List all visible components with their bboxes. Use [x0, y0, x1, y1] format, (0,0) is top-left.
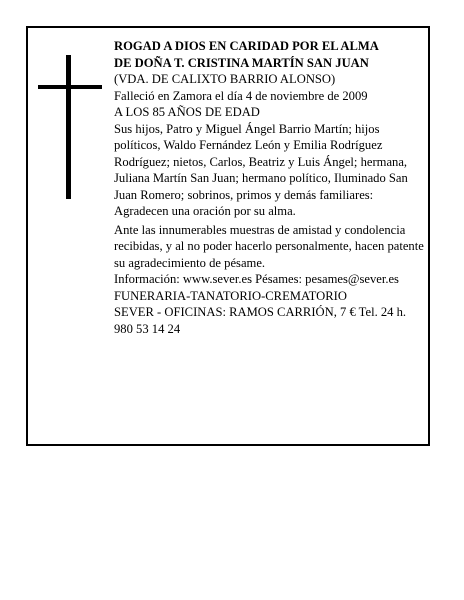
funeral-home-offices: SEVER - OFICINAS: RAMOS CARRIÓN, 7 € Tel. 24 h. 980 53 14 24 [114, 305, 407, 336]
notice-heading-line2: DE DOÑA T. CRISTINA MARTÍN SAN JUAN [114, 55, 369, 70]
notice-heading-line1: ROGAD A DIOS EN CARIDAD POR EL ALMA [114, 39, 379, 53]
prayer-request: Agradecen una oración por su alma. [114, 204, 296, 218]
widow-of: (VDA. DE CALIXTO BARRIO ALONSO) [114, 72, 336, 86]
family-list: Sus hijos, Patro y Miguel Ángel Barrio Martín; hijos políticos, Waldo Fernández León y Emilia Rodríguez Rodríguez; nietos, Carlos, Beatriz y Luis Ángel; hermana, Juliana Martín San Juan; hermano político, Iluminado San Juan Romero; sobrinos, primos y demás familiares: [114, 121, 408, 202]
cross-icon [38, 55, 102, 199]
thanks-paragraph: Ante las innumerables muestras de amistad y condolencia recibidas, y al no poder hacerlo personalmente, hacen patente su agradecimiento de pésame. [114, 222, 424, 270]
information-contacts: Información: www.sever.es Pésames: pesames@sever.es [114, 272, 399, 286]
death-info: Falleció en Zamora el día 4 de noviembre de 2009 [114, 88, 368, 103]
notice-text [114, 38, 426, 337]
funeral-home-name: FUNERARIA-TANATORIO-CREMATORIO [114, 288, 347, 303]
age-at-death: A LOS 85 AÑOS DE EDAD [114, 105, 260, 119]
obituary-notice [26, 26, 430, 446]
